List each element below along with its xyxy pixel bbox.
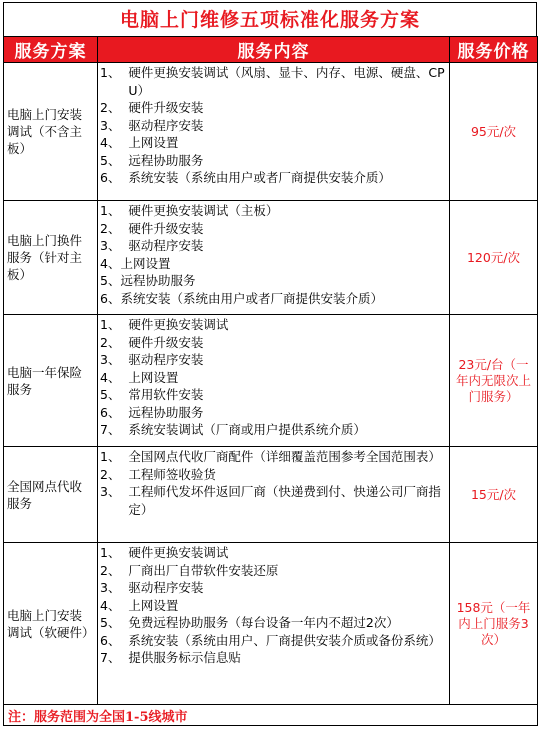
service-price: 158元（一年内上门服务3次） (450, 543, 538, 705)
list-item (100, 404, 447, 422)
list-item (100, 369, 447, 387)
item-text: 工程师签收验货 (128, 466, 216, 482)
item-number: 7、 (100, 422, 129, 437)
item-text: 系统安装（系统由用户或者厂商提供安装介质） (120, 290, 383, 306)
item-text: 硬件更换安装调试 (128, 545, 229, 560)
list-item (100, 202, 447, 220)
item-number: 4、 (100, 597, 129, 613)
list-item (100, 334, 447, 352)
item-text: 提供服务标示信息贴 (128, 650, 241, 665)
item-number: 3、 (100, 580, 129, 595)
plan-name: 电脑上门安装调试（软硬件） (4, 543, 98, 705)
item-text: 全国网点代收厂商配件（详细覆盖范围参考全国范围表） (128, 449, 441, 464)
header-plan: 服务方案 (4, 37, 98, 63)
item-number: 1、 (100, 203, 129, 218)
service-content (98, 315, 450, 447)
list-item (100, 64, 447, 99)
list-item (100, 466, 447, 484)
item-text: 驱动程序安装 (128, 580, 204, 595)
list-item (100, 99, 447, 117)
item-number: 5、 (100, 387, 129, 402)
item-number: 4、 (100, 135, 129, 150)
list-item (100, 316, 447, 334)
list-item (100, 421, 447, 439)
item-text: 驱动程序安装 (128, 352, 204, 367)
table-row (4, 315, 538, 447)
item-text: 上网设置 (128, 597, 179, 613)
page-title: 电脑上门维修五项标准化服务方案 (3, 2, 537, 36)
item-number: 2、 (100, 562, 129, 578)
item-text: 远程协助服务 (128, 152, 204, 168)
list-item (100, 272, 447, 290)
table-body (4, 63, 538, 726)
list-item (100, 483, 447, 518)
plan-name: 电脑上门换件服务（针对主板） (4, 201, 98, 315)
service-content (98, 543, 450, 705)
service-content (98, 201, 450, 315)
service-plan-sheet (3, 2, 537, 726)
item-text: 免费远程协助服务（每台设备一年内不超过2次） (128, 615, 399, 630)
item-number: 4、 (100, 255, 121, 271)
item-number: 4、 (100, 369, 129, 385)
item-text: 系统安装调试（厂商或用户提供系统介质） (128, 422, 366, 437)
header-price: 服务价格 (450, 37, 538, 63)
list-item (100, 597, 447, 615)
list-item (100, 152, 447, 170)
service-content (98, 63, 450, 201)
item-text: 远程协助服务 (128, 404, 204, 420)
service-price: 95元/次 (450, 63, 538, 201)
table-row (4, 201, 538, 315)
item-number: 3、 (100, 352, 129, 367)
item-text: 上网设置 (128, 369, 179, 385)
service-price: 120元/次 (450, 201, 538, 315)
item-text: 硬件更换安装调试（风扇、显卡、内存、电源、硬盘、CPU） (128, 65, 445, 98)
list-item (100, 351, 447, 369)
list-item (100, 579, 447, 597)
list-item (100, 169, 447, 187)
service-price: 23元/台（一年内无限次上门服务） (450, 315, 538, 447)
item-text: 上网设置 (120, 255, 171, 271)
plan-name: 电脑一年保险服务 (4, 315, 98, 447)
item-number: 1、 (100, 449, 129, 464)
list-item (100, 290, 447, 308)
item-number: 6、 (100, 632, 129, 648)
item-number: 6、 (100, 404, 129, 420)
list-item (100, 544, 447, 562)
item-text: 硬件升级安装 (128, 334, 204, 350)
item-number: 6、 (100, 170, 129, 185)
table-row (4, 447, 538, 543)
item-number: 5、 (100, 152, 129, 168)
item-text: 工程师代发坏件返回厂商（快递费到付、快递公司厂商指定） (128, 484, 441, 517)
item-number: 3、 (100, 484, 129, 499)
item-number: 2、 (100, 466, 129, 482)
item-number: 3、 (100, 238, 129, 253)
scope-note: 注：服务范围为全国1-5线城市 (4, 705, 538, 726)
item-text: 硬件升级安装 (128, 100, 204, 115)
item-text: 远程协助服务 (120, 273, 196, 288)
list-item (100, 220, 447, 238)
item-number: 5、 (100, 615, 129, 630)
plan-name: 电脑上门安装调试（不含主板） (4, 63, 98, 201)
list-item (100, 255, 447, 273)
item-number: 3、 (100, 117, 129, 133)
list-item (100, 448, 447, 466)
list-item (100, 562, 447, 580)
item-text: 系统安装（系统由用户、厂商提供安装介质或备份系统） (128, 632, 441, 648)
item-text: 常用软件安装 (128, 387, 204, 402)
item-number: 7、 (100, 650, 129, 665)
header-content: 服务内容 (98, 37, 450, 63)
item-text: 驱动程序安装 (128, 117, 204, 133)
list-item (100, 632, 447, 650)
item-number: 5、 (100, 273, 121, 288)
item-number: 2、 (100, 220, 129, 236)
table-row (4, 543, 538, 705)
item-text: 上网设置 (128, 135, 179, 150)
service-content (98, 447, 450, 543)
service-table (3, 36, 538, 726)
table-row (4, 63, 538, 201)
item-text: 系统安装（系统由用户或者厂商提供安装介质） (128, 170, 391, 185)
list-item (100, 134, 447, 152)
note-row (4, 705, 538, 726)
service-price: 15元/次 (450, 447, 538, 543)
item-number: 1、 (100, 65, 129, 80)
item-text: 硬件更换安装调试 (128, 317, 229, 332)
item-text: 硬件更换安装调试（主板） (128, 203, 279, 218)
item-number: 1、 (100, 317, 129, 332)
plan-name: 全国网点代收服务 (4, 447, 98, 543)
item-text: 硬件升级安装 (128, 220, 204, 236)
list-item (100, 649, 447, 667)
item-number: 2、 (100, 100, 129, 115)
item-number: 2、 (100, 334, 129, 350)
table-header-row (4, 37, 538, 63)
item-number: 1、 (100, 545, 129, 560)
list-item (100, 237, 447, 255)
item-text: 驱动程序安装 (128, 238, 204, 253)
list-item (100, 386, 447, 404)
item-number: 6、 (100, 290, 121, 306)
item-text: 厂商出厂自带软件安装还原 (128, 562, 279, 578)
list-item (100, 614, 447, 632)
list-item (100, 117, 447, 135)
